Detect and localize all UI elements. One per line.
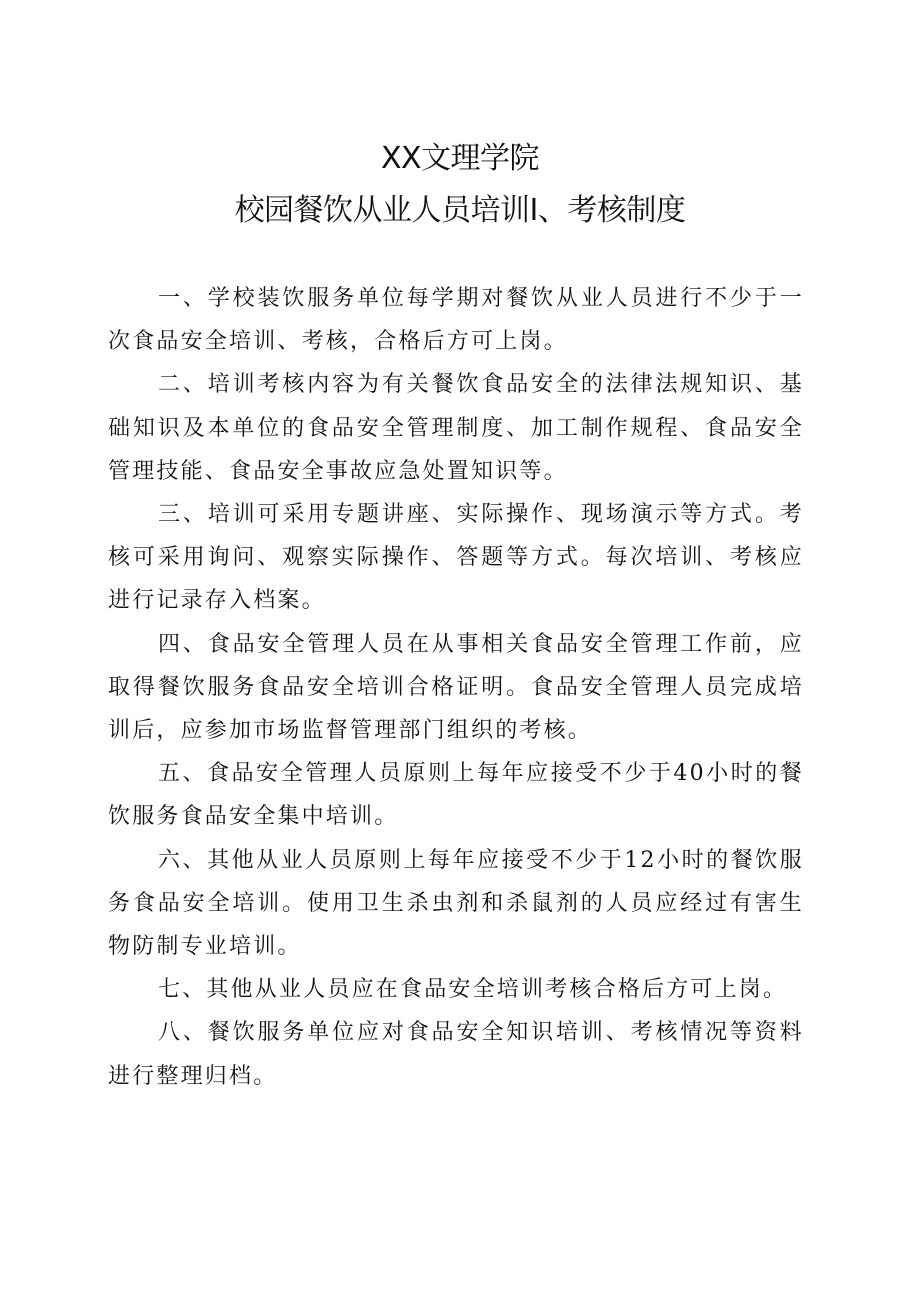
title-school-name: XX文理学院 bbox=[380, 141, 540, 176]
paragraph-7: 七、其他从业人员应在食品安全培训考核合格后方可上岗。 bbox=[158, 977, 788, 1003]
document-body bbox=[108, 277, 804, 1098]
paragraph-8: 八、餐饮服务单位应对食品安全知识培训、考核情况等资料进行整理归档。 bbox=[108, 1020, 804, 1089]
paragraph-5: 五、食品安全管理人员原则上每年应接受不少于40小时的餐饮服务食品安全集中培训。 bbox=[108, 761, 804, 830]
paragraph-6: 六、其他从业人员原则上每年应接受不少于12小时的餐饮服务食品安全培训。使用卫生杀虫剂和杀鼠剂的人员应经过有害生物防制专业培训。 bbox=[108, 847, 804, 960]
title-regulation-name: 校园餐饮从业人员培训I、考核制度 bbox=[234, 193, 686, 228]
paragraph-2: 二、培训考核内容为有关餐饮食品安全的法律法规知识、基础知识及本单位的食品安全管理制度、加工制作规程、食品安全管理技能、食品安全事故应急处置知识等。 bbox=[108, 372, 804, 484]
document-title bbox=[0, 133, 920, 237]
paragraph-3: 三、培训可采用专题讲座、实际操作、现场演示等方式。考核可采用询问、观察实际操作、答题等方式。每次培训、考核应进行记录存入档案。 bbox=[108, 502, 804, 614]
paragraph-1: 一、学校装饮服务单位每学期对餐饮从业人员进行不少于一次食品安全培训、考核，合格后方可上岗。 bbox=[108, 286, 804, 355]
paragraph-4: 四、食品安全管理人员在从事相关食品安全管理工作前，应取得餐饮服务食品安全培训合格证明。食品安全管理人员完成培训后，应参加市场监督管理部门组织的考核。 bbox=[108, 631, 804, 744]
